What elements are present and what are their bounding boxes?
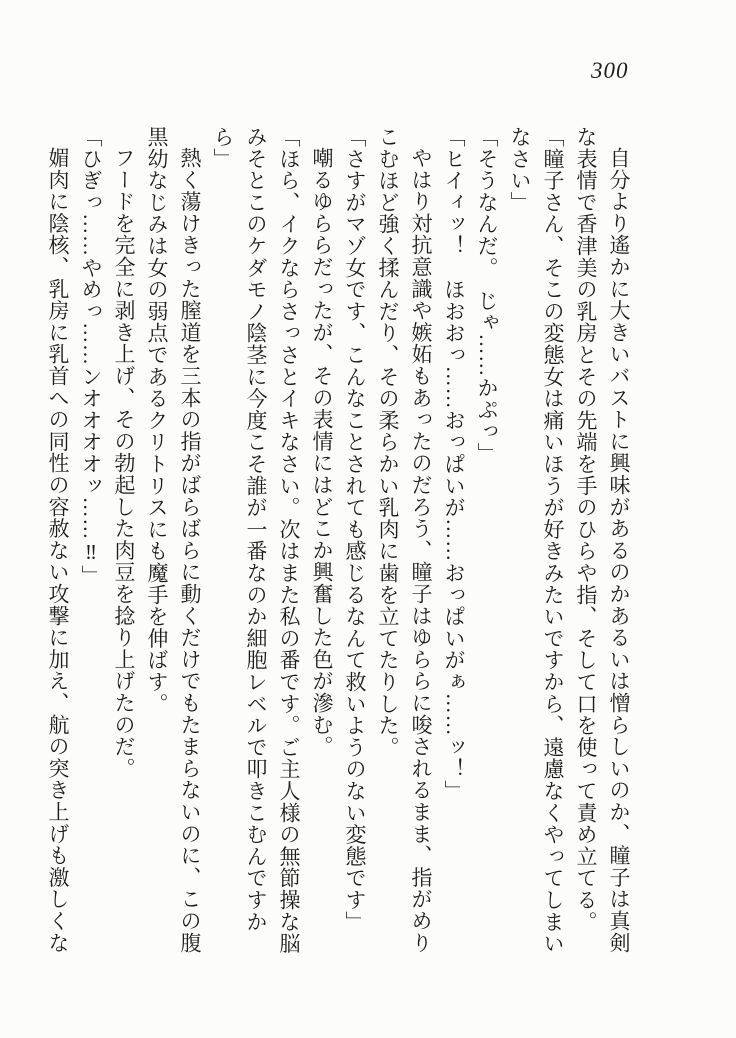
paragraph-1: 自分より遙かに大きいバストに興味があるのかあるいは憎らしいのか、瞳子は真剣な表情で香津美の乳房とその先端を手のひらや指、そして口を使って責め立てる。	[574, 126, 631, 954]
paragraph-3: 「そうなんだ。 じゃ……かぷっ」	[475, 126, 499, 465]
body-text	[46, 126, 635, 956]
page-number: 300	[591, 58, 629, 83]
paragraph-7: 嘲るゆららだったが、その表情にはどこか興奮した色が滲む。	[310, 147, 334, 758]
paragraph-4: 「ヒイィッ！ ほおおっ……おっぱいが……おっぱいがぁ……ッ！」	[442, 126, 466, 802]
paragraph-2: 「瞳子さん、そこの変態女は痛いほうが好きみたいですから、遠慮なくやってしまいなさい」	[508, 126, 565, 955]
paragraph-5: やはり対抗意識や嫉妬もあったのだろう、瞳子はゆららに唆されるまま、指がめりこむほど強く揉んだり、その柔らかい乳肉に歯を立てたりした。	[376, 126, 433, 954]
paragraph-9: 熱く蕩けきった膣道を三本の指がばらばらに動くだけでもたまらないのに、この腹黒幼なじみは女の弱点であるクリトリスにも魔手を伸ばす。	[145, 126, 202, 954]
paragraph-8: 「ほら、イクならさっさとイキなさい。次はまた私の番です。ご主人様の無節操な脳みそとこのケダモノ陰茎に今度こそ誰が一番なのか細胞レベルで叩きこむんですから」	[211, 126, 301, 955]
paragraph-11: 「ひぎっ……やめっ……ンオオオオッ……‼」	[79, 126, 103, 587]
paragraph-12: 媚肉に陰核、乳房に乳首への同性の容赦ない攻撃に加え、航の突き上げも激しくな	[46, 147, 70, 954]
paragraph-6: 「さすがマゾ女です、こんなことされても感じるなんて救いようのない変態です」	[343, 126, 367, 933]
paragraph-10: フードを完全に剥き上げ、その勃起した肉豆を捻り上げたのだ。	[112, 147, 136, 780]
